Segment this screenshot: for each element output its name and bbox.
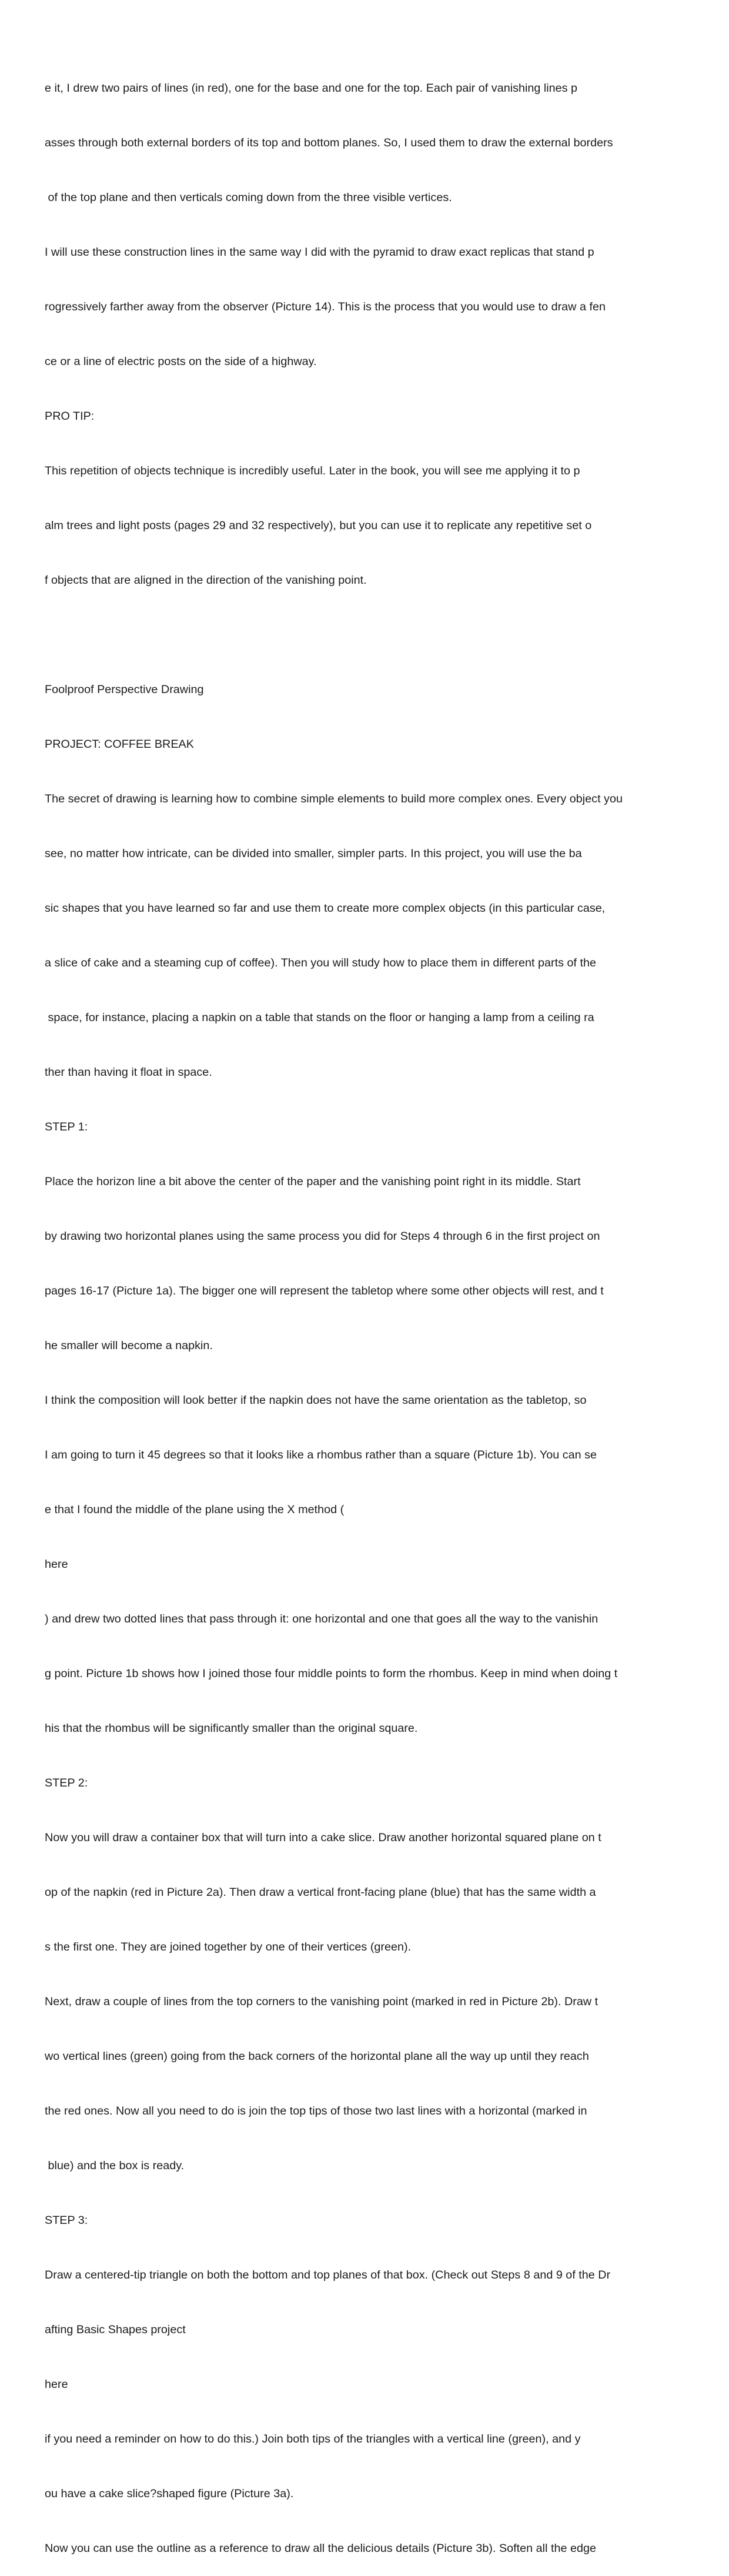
text-line: he smaller will become a napkin. (45, 1339, 213, 1352)
text-line: of the top plane and then verticals coming down from the three visible vertices. (45, 191, 452, 204)
text-line: The secret of drawing is learning how to combine simple elements to build more complex ones. Every object you (45, 792, 623, 805)
text-line: asses through both external borders of its top and bottom planes. So, I used them to draw the external borders (45, 136, 613, 149)
step-heading: STEP 2: (45, 1777, 88, 1789)
section-heading-pro-tip: PRO TIP: (45, 410, 95, 423)
text-line: Now you will draw a container box that will turn into a cake slice. Draw another horizontal squared plane on t (45, 1831, 601, 1844)
text-line: a slice of cake and a steaming cup of coffee). Then you will study how to place them in different parts of the (45, 956, 596, 969)
step-heading: STEP 3: (45, 2214, 88, 2227)
text-line: s the first one. They are joined together by one of their vertices (green). (45, 1941, 412, 1953)
text-line: f objects that are aligned in the direction of the vanishing point. (45, 574, 367, 587)
text-line: Next, draw a couple of lines from the top corners to the vanishing point (marked in red in Picture 2b). Draw t (45, 1995, 598, 2008)
text-line: see, no matter how intricate, can be divided into smaller, simpler parts. In this project, you will use the ba (45, 847, 582, 860)
text-line: I am going to turn it 45 degrees so that it looks like a rhombus rather than a square (Picture 1b). You can se (45, 1448, 597, 1461)
text-line: I think the composition will look better if the napkin does not have the same orientation as the tabletop, so (45, 1394, 587, 1407)
text-line: the red ones. Now all you need to do is join the top tips of those two last lines with a horizontal (marked in (45, 2105, 587, 2117)
text-line: Now you can use the outline as a reference to draw all the delicious details (Picture 3b). Soften all the edge (45, 2542, 596, 2555)
text-line: by drawing two horizontal planes using the same process you did for Steps 4 through 6 in the first project on (45, 1230, 600, 1243)
text-line: op of the napkin (red in Picture 2a). Then draw a vertical front-facing plane (blue) that has the same width a (45, 1886, 596, 1899)
text-line: his that the rhombus will be significantly smaller than the original square. (45, 1722, 418, 1735)
blank-line (45, 626, 709, 644)
text-line: afting Basic Shapes project (45, 2323, 186, 2336)
text-line: ther than having it float in space. (45, 1066, 212, 1079)
text-line: space, for instance, placing a napkin on a table that stands on the floor or hanging a lamp from a ceiling ra (45, 1011, 594, 1024)
text-line: blue) and the box is ready. (45, 2159, 185, 2172)
text-line: sic shapes that you have learned so far and use them to create more complex objects (in this particular case, (45, 902, 606, 915)
text-line: ) and drew two dotted lines that pass through it: one horizontal and one that goes all the way to the vanishin (45, 1612, 598, 1625)
text-line: I will use these construction lines in the same way I did with the pyramid to draw exact replicas that stand p (45, 246, 594, 259)
project-heading: PROJECT: COFFEE BREAK (45, 738, 194, 751)
text-line: This repetition of objects technique is incredibly useful. Later in the book, you will see me applying it to p (45, 464, 580, 477)
text-line: rogressively farther away from the observer (Picture 14). This is the process that you would use to draw a fen (45, 300, 606, 313)
text-line: if you need a reminder on how to do this.) Join both tips of the triangles with a vertical line (green), and y (45, 2433, 581, 2445)
book-title: Foolproof Perspective Drawing (45, 683, 204, 696)
text-line: ce or a line of electric posts on the side of a highway. (45, 355, 317, 368)
link-text-here[interactable]: here (45, 2378, 68, 2391)
text-line: wo vertical lines (green) going from the back corners of the horizontal plane all the way up until they reach (45, 2050, 589, 2063)
text-line: alm trees and light posts (pages 29 and 32 respectively), but you can use it to replicate any repetitive set o (45, 519, 592, 532)
text-line: e that I found the middle of the plane using the X method ( (45, 1503, 345, 1516)
text-line: ou have a cake slice?shaped figure (Picture 3a). (45, 2487, 294, 2500)
text-line: e it, I drew two pairs of lines (in red), one for the base and one for the top. Each pair of vanishing lines p (45, 82, 578, 95)
document-page (45, 43, 709, 2576)
text-line: Draw a centered-tip triangle on both the bottom and top planes of that box. (Check out Steps 8 and 9 of the Dr (45, 2269, 611, 2281)
step-heading: STEP 1: (45, 1120, 88, 1133)
link-text-here[interactable]: here (45, 1558, 68, 1571)
text-line: Place the horizon line a bit above the center of the paper and the vanishing point right in its middle. Start (45, 1175, 581, 1188)
text-line: pages 16-17 (Picture 1a). The bigger one will represent the tabletop where some other objects will rest, and t (45, 1284, 604, 1297)
text-line: g point. Picture 1b shows how I joined those four middle points to form the rhombus. Keep in mind when doing t (45, 1667, 618, 1680)
